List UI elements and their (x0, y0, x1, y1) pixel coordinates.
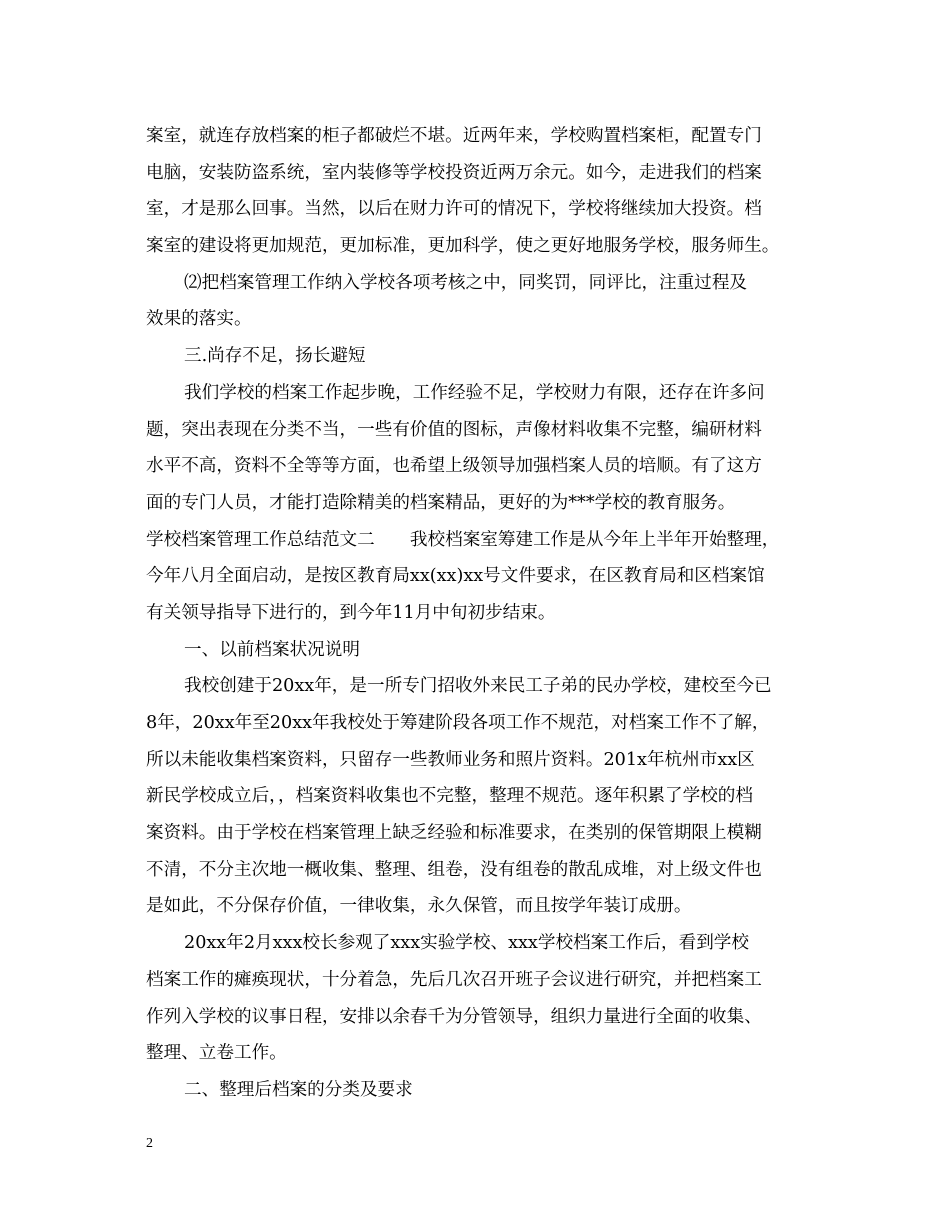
text-line: 不清，不分主次地一概收集、整理、组卷，没有组卷的散乱成堆，对上级文件也 (146, 859, 762, 880)
text-line: 水平不高，资料不全等等方面，也希望上级领导加强档案人员的培顺。有了这方 (146, 456, 762, 477)
page-number: 2 (146, 1136, 153, 1151)
section-heading: 二、整理后档案的分类及要求 (184, 1079, 413, 1100)
text-line: 题，突出表现在分类不当，一些有价值的图标，声像材料收集不完整，编研材料 (146, 419, 762, 440)
text-line: 室，才是那么回事。当然，以后在财力许可的情况下，学校将继续加大投资。档 (146, 199, 762, 220)
text-line: 案室的建设将更加规范，更加标准，更加科学，使之更好地服务学校，服务师生。 (146, 236, 780, 257)
text-line: 案室，就连存放档案的柜子都破烂不堪。近两年来，学校购置档案柜，配置专门 (146, 126, 762, 146)
text-line: 我校创建于20xx年，是一所专门招收外来民工子弟的民办学校，建校至今已 (184, 676, 772, 697)
section-heading: 三.尚存不足，扬长避短 (184, 346, 366, 367)
text-line: 整理、立卷工作。 (146, 1043, 287, 1064)
text-line: 是如此，不分保存价值，一律收集，永久保管，而且按学年装订成册。 (146, 896, 692, 917)
text-line: 面的专门人员，才能打造除精美的档案精品，更好的为***学校的教育服务。 (146, 492, 736, 513)
document-body (146, 118, 806, 1109)
text-line: 作列入学校的议事日程，安排以余春千为分管领导，组织力量进行全面的收集、 (146, 1006, 762, 1027)
text-line: 有关领导指导下进行的，到今年11月中旬初步结束。 (146, 602, 556, 623)
text-line: 新民学校成立后，，档案资料收集也不完整，整理不规范。逐年积累了学校的档 (146, 786, 753, 807)
text-line: 电脑，安装防盗系统，室内装修等学校投资近两万余元。如今，走进我们的档案 (146, 162, 762, 183)
text-line: 案资料。由于学校在档案管理上缺乏经验和标准要求，在类别的保管期限上模糊 (146, 823, 762, 844)
document-title-line: 学校档案管理工作总结范文二 我校档案室筹建工作是从今年上半年开始整理， (146, 529, 780, 550)
section-heading: 一、以前档案状况说明 (184, 639, 360, 660)
text-line: 今年八月全面启动，是按区教育局xx(xx)xx号文件要求，在区教育局和区档案馆 (146, 566, 765, 587)
text-line: 效果的落实。 (146, 309, 252, 330)
text-line: 所以未能收集档案资料，只留存一些教师业务和照片资料。201x年杭州市xx区 (146, 749, 755, 770)
text-line: ⑵把档案管理工作纳入学校各项考核之中，同奖罚，同评比，注重过程及 (184, 272, 748, 293)
text-line: 档案工作的瘫痪现状，十分着急，先后几次召开班子会议进行研究，并把档案工 (146, 969, 762, 990)
text-line: 8年，20xx年至20xx年我校处于筹建阶段各项工作不规范，对档案工作不了解， (146, 713, 770, 733)
text-line: 我们学校的档案工作起步晚，工作经验不足，学校财力有限，还存在许多问 (184, 382, 765, 403)
text-line: 20xx年2月xxx校长参观了xxx实验学校、xxx学校档案工作后，看到学校 (184, 933, 749, 954)
